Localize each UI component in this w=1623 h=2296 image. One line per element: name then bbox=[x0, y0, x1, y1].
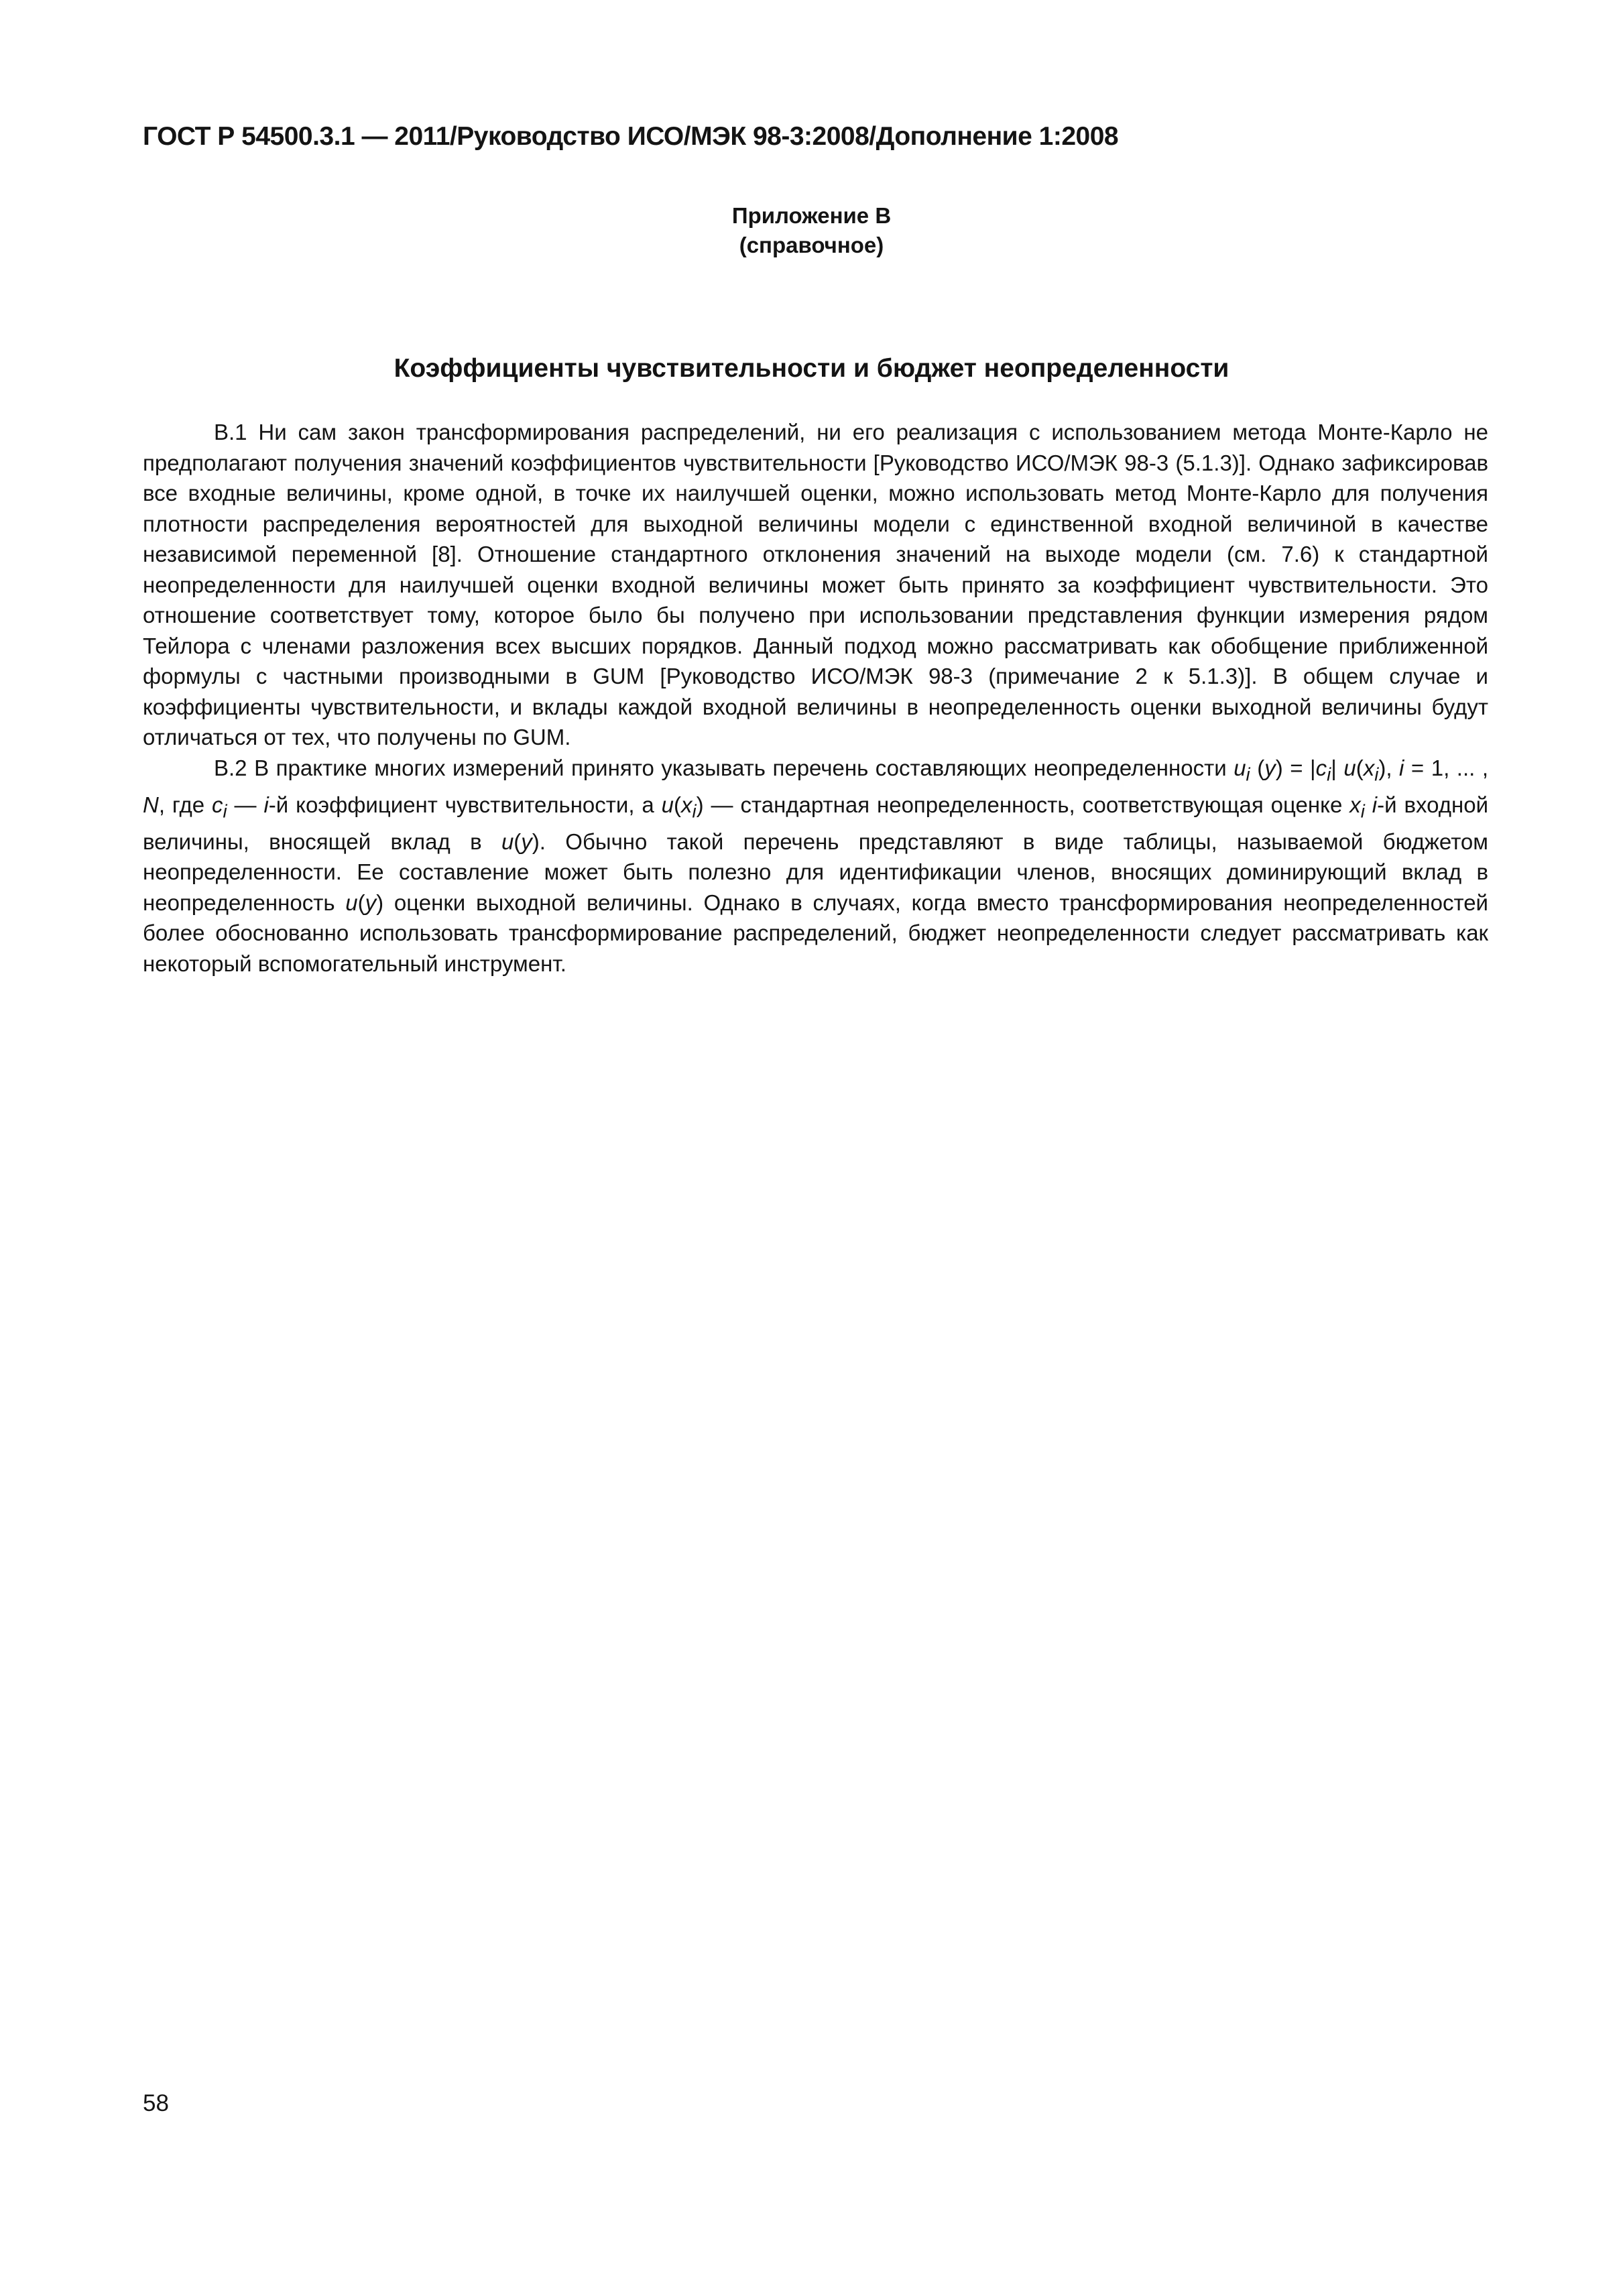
math-variable: N bbox=[143, 792, 159, 817]
text-run: — bbox=[227, 792, 264, 817]
text-run: ( bbox=[357, 890, 365, 915]
text-run: ( bbox=[674, 792, 682, 817]
math-variable: u bbox=[1234, 755, 1246, 780]
math-variable: u bbox=[345, 890, 358, 915]
text-run: ) — стандартная неопределенность, соответствующая оценке bbox=[696, 792, 1350, 817]
math-variable: c bbox=[1315, 755, 1327, 780]
math-variable: y bbox=[521, 829, 532, 854]
math-variable: x bbox=[1363, 755, 1375, 780]
math-subscript: i bbox=[692, 800, 697, 822]
text-run: ) = | bbox=[1275, 755, 1316, 780]
appendix-label: Приложение В bbox=[731, 203, 892, 228]
paragraph-b1: В.1 Ни сам закон трансформирования распределений, ни его реализация с использованием метода Монте-Карло не предполагают получения значений коэффициентов чувствительности [Руководство ИСО/МЭК 98-3 (5.1.3)]. Однако зафиксировав все входные величины, кроме одной, в точке их наилучшей оценки, можно использовать метод Монте-Карло для получения плотности распределения вероятностей для выходной величины модели с единственной входной величиной в качестве независимой переменной [8]. Отношение стандартного отклонения значений на выходе модели (см. 7.6) к стандартной неопределенности для наилучшей оценки входной величины может быть принято за коэффициент чувствительности. Это отношение соответствует тому, которое было бы получено при использовании представления функции измерения рядом Тейлора с членами разложения всех высших порядков. Данный подход можно рассматривать как обобщение приближенной формулы с частными производными в GUM [Руководство ИСО/МЭК 98-3 (примечание 2 к 5.1.3)]. В общем случае и коэффициенты чувствительности, и вклады каждой входной величины в неопределенность оценки выходной величины будут отличаться от тех, что получены по GUM. bbox=[143, 420, 1488, 749]
section-title: Коэффициенты чувствительности и бюджет неопределенности bbox=[394, 354, 1229, 383]
text-run: ) оценки выходной величины. Однако в случаях, когда вместо трансформирования неопределенностей более обоснованно использовать трансформирование распределений, бюджет неопределенности следует рассматривать как некоторый вспомогательный инструмент. bbox=[143, 890, 1488, 976]
math-variable: i bbox=[263, 792, 269, 817]
text-run: -й коэффициент чувствительности, а bbox=[268, 792, 662, 817]
math-variable: i bbox=[1372, 792, 1378, 817]
text-run bbox=[1365, 792, 1372, 817]
text-run: ( bbox=[514, 829, 522, 854]
math-variable: i bbox=[1399, 755, 1404, 780]
math-subscript: i bbox=[1327, 764, 1331, 785]
math-variable: u bbox=[661, 792, 674, 817]
text-run: ), bbox=[1378, 755, 1400, 780]
math-subscript: i bbox=[1374, 764, 1379, 785]
math-subscript: i bbox=[223, 800, 227, 822]
text-run: ). Обычно такой перечень представляют в виде таблицы, называемой бюджетом неопределенности. Ее составление может быть полезно для идентификации членов, вносящих доминирующий вклад в неопределенность bbox=[143, 829, 1488, 915]
appendix-status: (справочное) bbox=[739, 233, 884, 257]
body-text bbox=[143, 417, 1488, 979]
page-number: 58 bbox=[143, 2090, 169, 2116]
math-variable: u bbox=[501, 829, 514, 854]
math-subscript: i bbox=[1360, 800, 1365, 822]
math-variable: c bbox=[212, 792, 223, 817]
appendix-heading bbox=[0, 201, 1623, 260]
document-header: ГОСТ Р 54500.3.1 — 2011/Руководство ИСО/МЭК 98-3:2008/Дополнение 1:2008 bbox=[143, 122, 1119, 151]
paragraph-b2 bbox=[143, 753, 1488, 979]
text-run: = 1, ... , bbox=[1404, 755, 1489, 780]
text-run: ( bbox=[1250, 755, 1265, 780]
text-run: В.2 В практике многих измерений принято указывать перечень составляющих неопределенности bbox=[214, 755, 1234, 780]
text-run: | bbox=[1331, 755, 1344, 780]
text-run: ( bbox=[1356, 755, 1364, 780]
text-run: -й входной величины, вносящей вклад в bbox=[143, 792, 1488, 854]
text-run: , где bbox=[158, 792, 212, 817]
math-variable: y bbox=[365, 890, 377, 915]
math-variable: x bbox=[681, 792, 693, 817]
math-variable: y bbox=[1264, 755, 1276, 780]
math-variable: u bbox=[1343, 755, 1356, 780]
math-subscript: i bbox=[1246, 764, 1250, 785]
math-variable: x bbox=[1349, 792, 1361, 817]
